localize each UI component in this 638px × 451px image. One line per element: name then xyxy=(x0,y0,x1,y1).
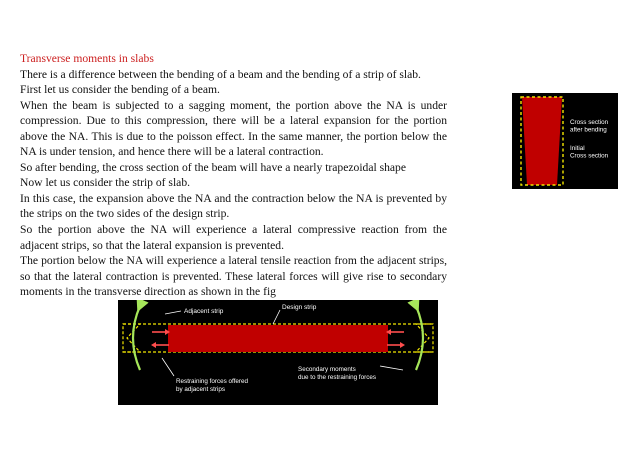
design-strip-slab xyxy=(168,325,388,352)
label-adjacent-strip: Adjacent strip xyxy=(184,308,224,315)
label-secondary-line1: Secondary moments xyxy=(298,366,356,373)
paragraph: The portion below the NA will experience a lateral tensile reaction from the adjacent strips, so that the lateral contraction is prevented. These lateral forces will give rise to secondary moments in the transverse direction as shown in the fig xyxy=(20,254,447,299)
label-secondary-line2: due to the restraining forces xyxy=(298,374,377,381)
paragraph: When the beam is subjected to a sagging moment, the portion above the NA is under compression. Due to this compression, there will be a lateral expansion for the portion above the NA. This is due to the poisson effect. In the same manner, the portion below the NA is under tension, and hence there will be a lateral contraction. xyxy=(20,98,447,159)
cross-section-figure xyxy=(512,93,618,189)
label-initial-line1: Initial xyxy=(570,145,585,152)
paragraph: Now let us consider the strip of slab. xyxy=(20,176,191,190)
section-title: Transverse moments in slabs xyxy=(20,52,154,65)
label-after-line2: after bending xyxy=(570,126,607,134)
label-after-line1: Cross section xyxy=(570,119,609,126)
label-initial-line2: Cross section xyxy=(570,152,609,160)
document-body xyxy=(20,51,447,300)
label-restraining-line2: by adjacent strips xyxy=(176,386,226,393)
label-design-strip: Design strip xyxy=(282,304,317,311)
paragraph: In this case, the expansion above the NA and the contraction below the NA is prevented by the strips on the two sides of the design strip. xyxy=(20,191,447,221)
trapezoid-section xyxy=(522,97,562,185)
paragraph: So after bending, the cross section of the beam will have a nearly trapezoidal shape xyxy=(20,160,406,174)
paragraph: First let us consider the bending of a beam. xyxy=(20,83,220,97)
paragraph: So the portion above the NA will experience a lateral compressive reaction from the adjacent strips, so that the lateral expansion is prevented. xyxy=(20,223,447,252)
label-restraining-line1: Restraining forces offered xyxy=(176,378,248,385)
paragraph: There is a difference between the bending of a beam and the bending of a strip of slab. xyxy=(20,67,421,81)
slab-strip-figure xyxy=(118,300,438,405)
